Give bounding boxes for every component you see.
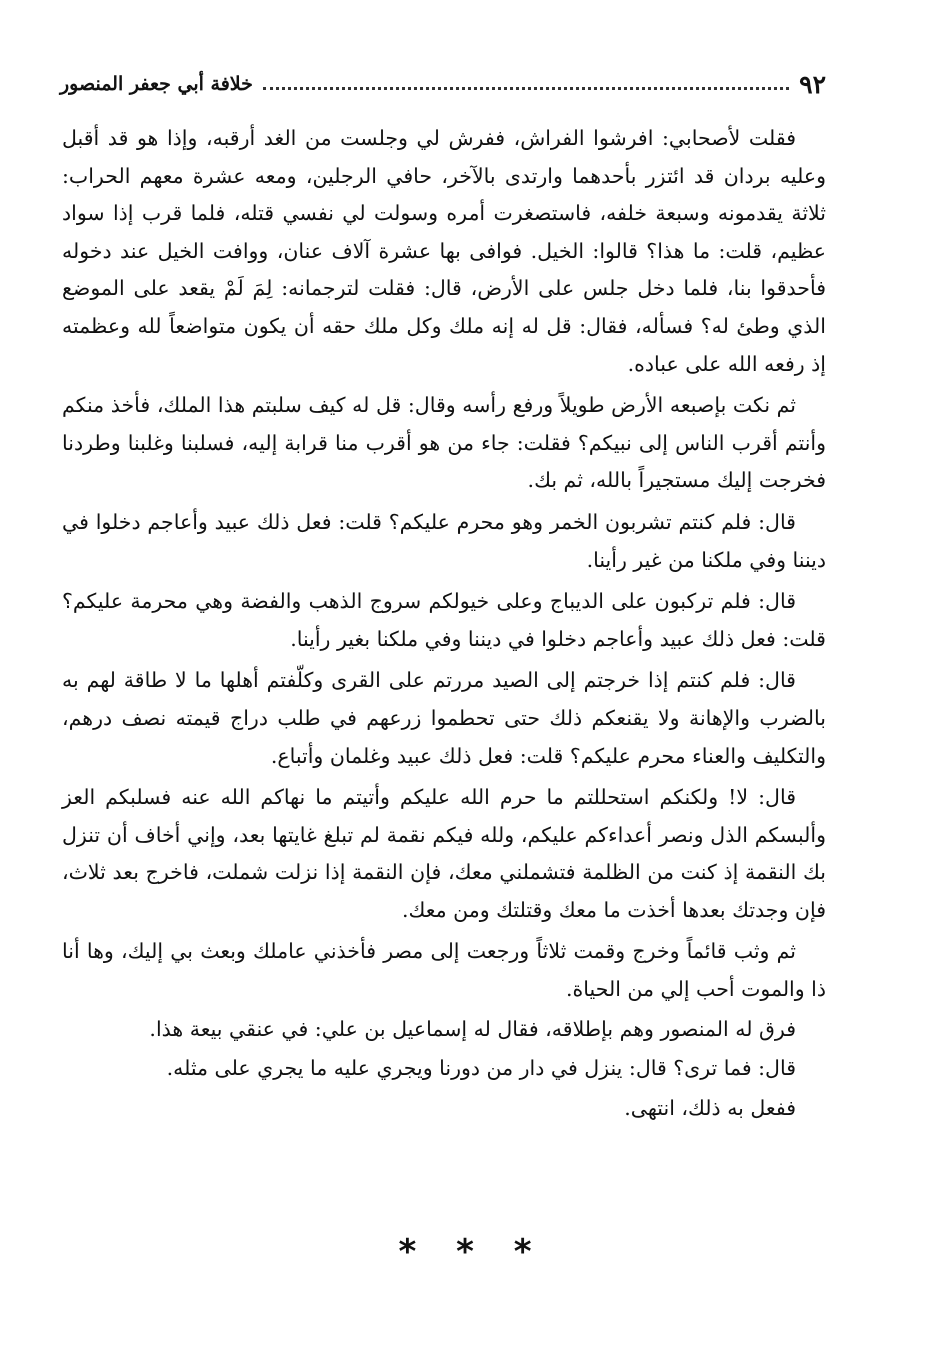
section-separator: * * *: [398, 1232, 546, 1272]
running-title: خلافة أبي جعفر المنصور: [60, 73, 253, 95]
page-number: ٩٢: [799, 69, 826, 99]
paragraph: ثم نكت بإصبعه الأرض طويلاً ورفع رأسه وقال: قل له كيف سلبتم هذا الملك، فأخذ منكم وأنتم أقرب الناس إلى نبيكم؟ فقلت: جاء من هو أقرب منا قرابة إليه، فسلبنا وغلبنا وطردنا فخرجت إليك مستجيراً بالله، ثم بك.: [62, 393, 826, 493]
paragraph: قال: فلم كنتم إذا خرجتم إلى الصيد مررتم على القرى وكلّفتم أهلها ما لا طاقة لهم به بالضرب والإهانة ولا يقنعكم ذلك حتى تحطموا زرعهم في طلب دراج قيمته نصف درهم، والتكليف والعناء محرم عليكم؟ قلت: فعل ذلك عبيد وغلمان وأتباع.: [62, 668, 826, 768]
closing-line: فرق له المنصور وهم بإطلاقه، فقال له إسماعيل بن علي: في عنقي بيعة هذا.: [149, 1016, 796, 1041]
paragraph: فقلت لأصحابي: افرشوا الفراش، ففرش لي وجلست من الغد أرقبه، وإذا هو قد أقبل وعليه بردان قد ائتزر بأحدهما وارتدى بالآخر، حافي الرجلين، ومعه عشرة معهم الحراب: ثلاثة يقدمونه وسبعة خلفه، فاستصغرت أمره وسولت لي نفسي قتله، فلما قرب إذا سواد عظيم، قلت: ما هذا؟ قالوا: الخيل. فوافى بها عشرة آلاف عنان، ووافت الخيل عند دخوله فأحدقوا بنا، فلما دخل جلس على الأرض، قال: فقلت لترجمانه: لِمَ لَمْ يقعد على الموضع الذي وطئ له؟ فسأله، فقال: قل له إنه ملك وكل ملك حقه أن يكون متواضعاً لله وعظمته إذ رفعه الله على عباده.: [62, 126, 826, 376]
closing-line: ففعل به ذلك، انتهى.: [624, 1095, 796, 1120]
closing-line: قال: فما ترى؟ قال: ينزل في دار من دورنا ويجري عليه ما يجري على مثله.: [166, 1056, 796, 1081]
paragraph: قال: لا! ولكنكم استحللتم ما حرم الله عليكم وأتيتم ما نهاكم الله عنه فسلبكم العز وألبسكم الذل ونصر أعداءكم عليكم، ولله فيكم نقمة لم تبلغ غايتها بعد، وإني أخاف أن تنزل بك النقمة إذ كنت من الظلمة فتشملني معك، فإن النقمة إذا نزلت شملت، فاخرج بعد ثلاث، فإن وجدتك بعدها أخذت ما معك وقتلتك ومن معك.: [62, 785, 826, 922]
paragraph: ثم وثب قائماً وخرج وقمت ثلاثاً ورجعت إلى مصر فأخذني عاملك وبعث بي إليك، وها أنا ذا والموت أحب إلي من الحياة.: [62, 939, 826, 1002]
page-header: [60, 66, 826, 102]
header-dotted-leader: [263, 87, 789, 90]
body-text: [62, 120, 826, 1127]
paragraph: قال: فلم تركبون على الديباج وعلى خيولكم سروج الذهب والفضة وهي محرمة عليكم؟ قلت: فعل ذلك عبيد وأعاجم دخلوا في ديننا وفي ملكنا بغير رأينا.: [62, 589, 826, 651]
paragraph: قال: فلم كنتم تشربون الخمر وهو محرم عليكم؟ قلت: فعل ذلك عبيد وأعاجم دخلوا في ديننا وفي ملكنا من غير رأينا.: [62, 509, 826, 572]
